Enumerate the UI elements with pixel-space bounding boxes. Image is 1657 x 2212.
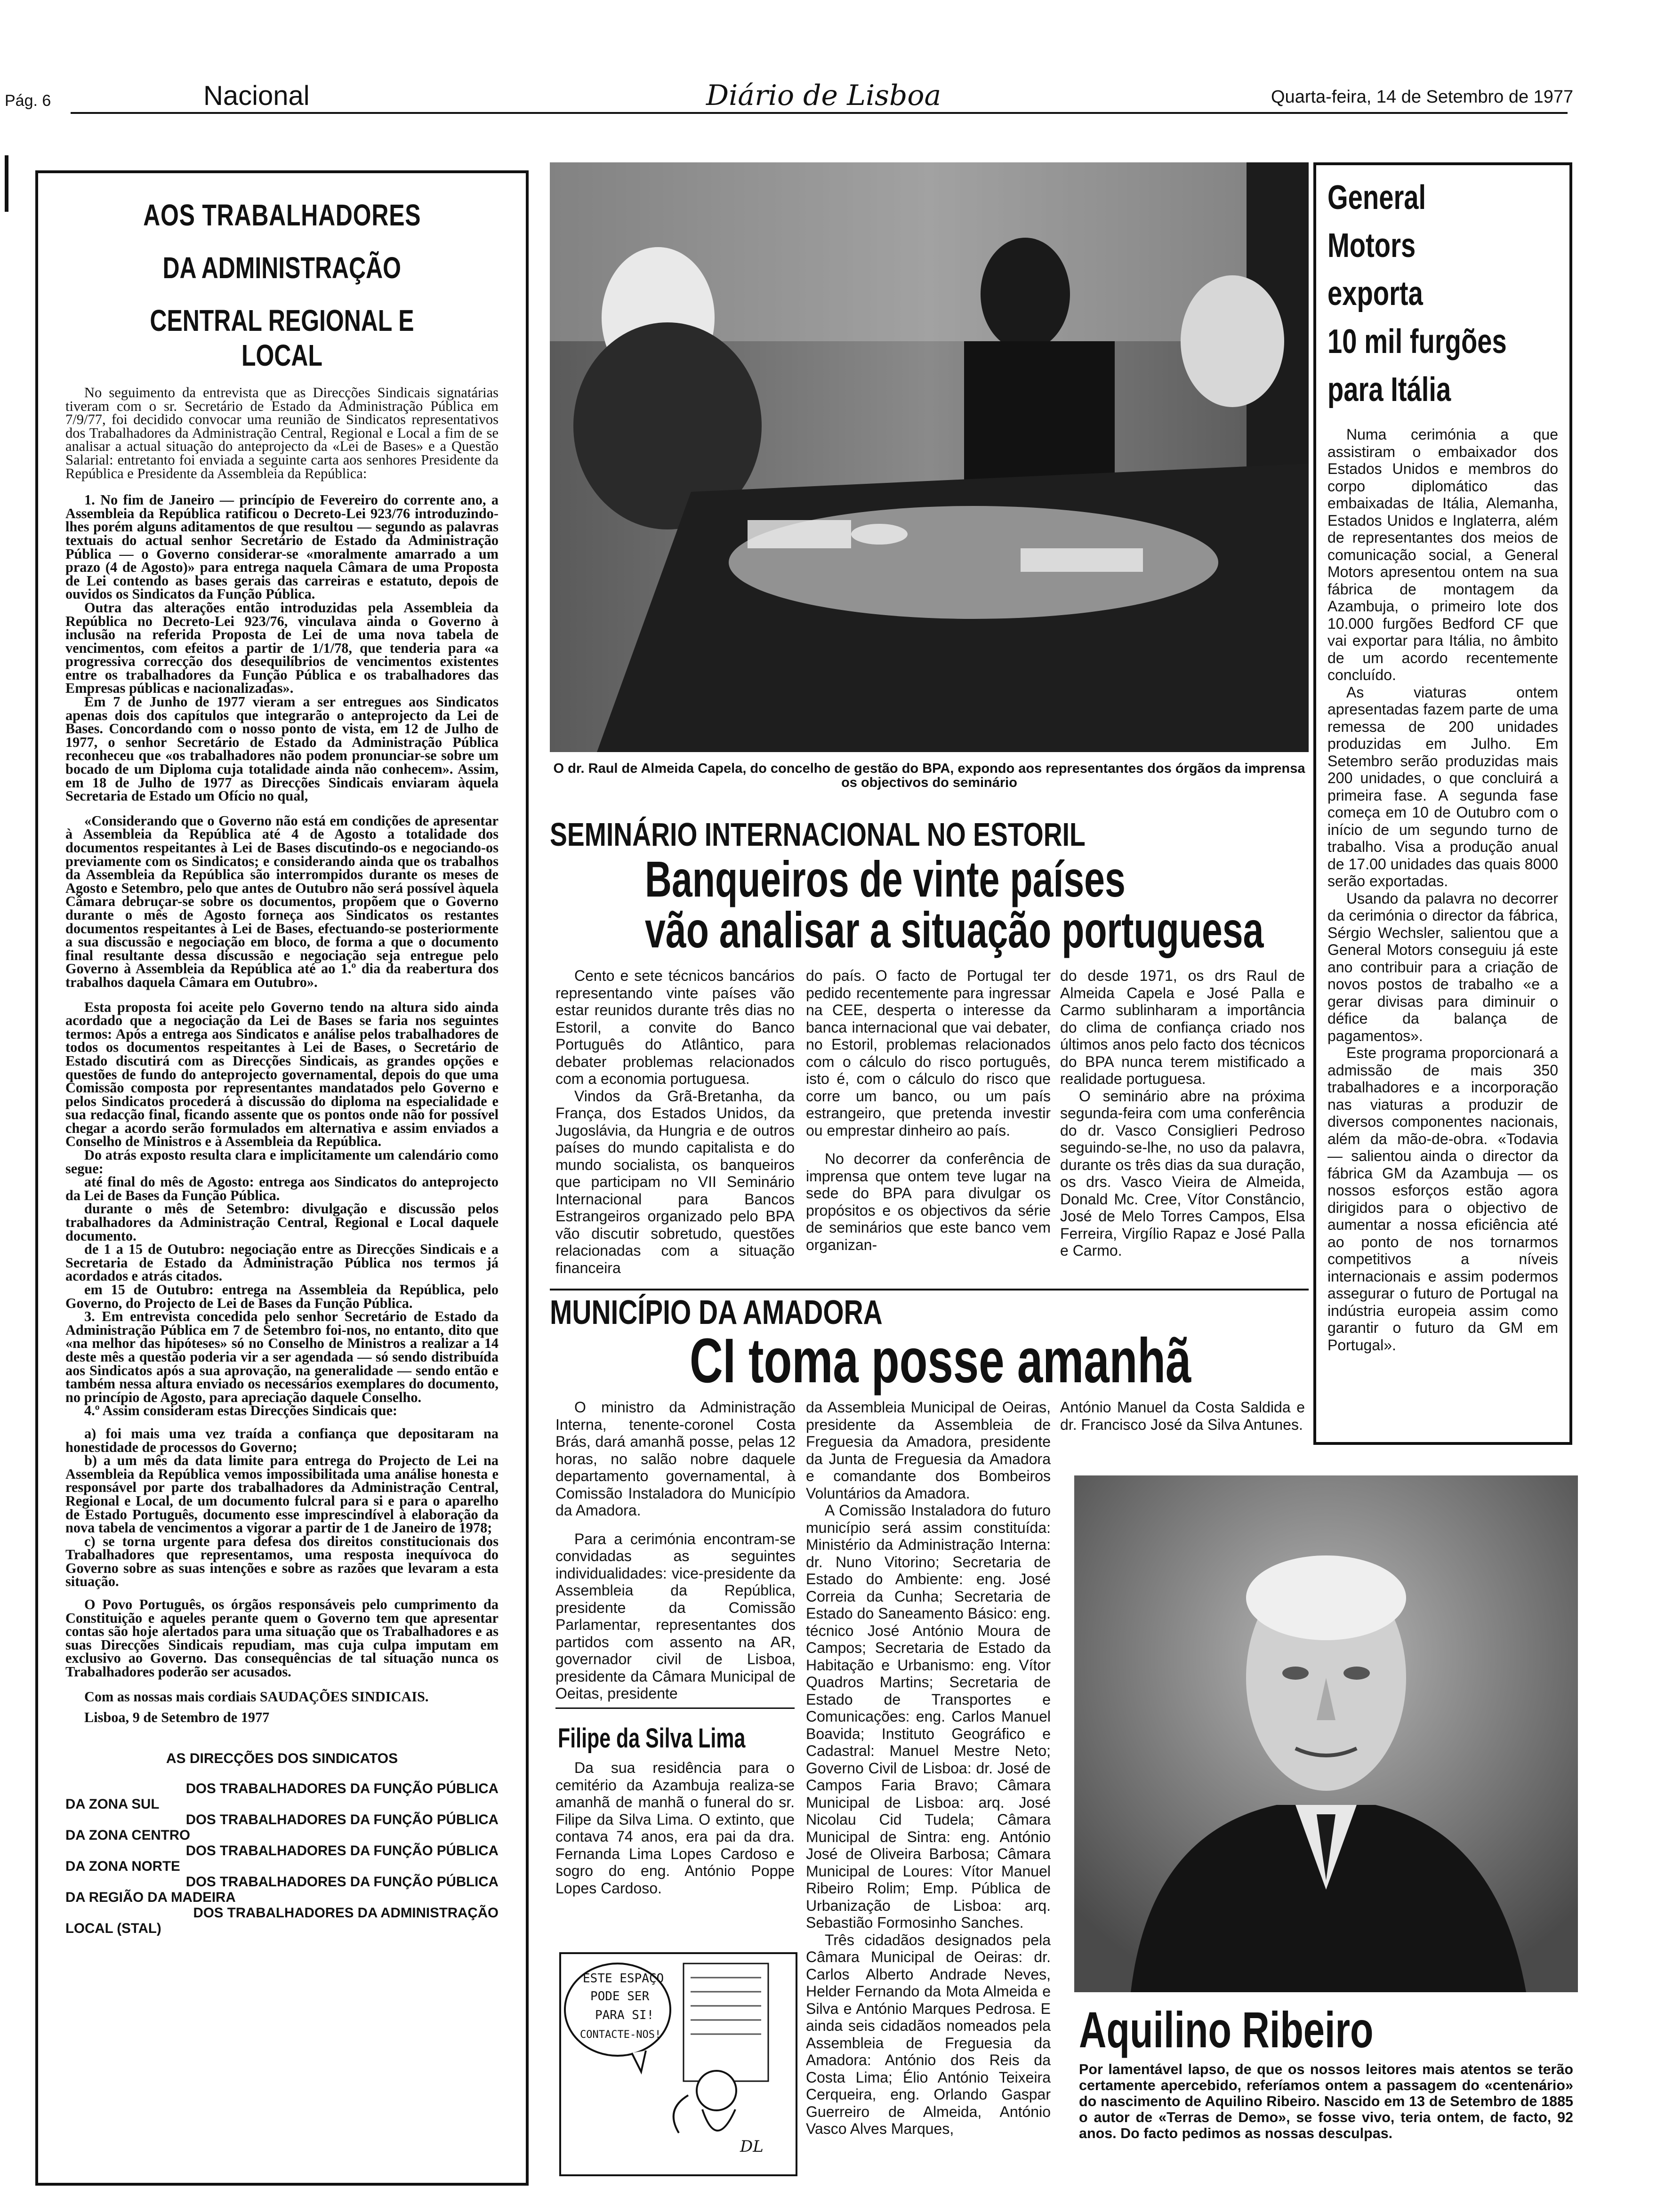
paragraph: Cento e sete técnicos bancários representando vinte países vão estar reunidos durante três dias no Estoril, a convite do Banco Português do Atlântico, para debater problemas relacionados com a economia portuguesa. bbox=[555, 967, 795, 1087]
signatory: DOS TRABALHADORES DA FUNÇÃO PÚBLICA bbox=[185, 1874, 499, 1890]
paragraph: Outra das alterações então introduzidas pela Assembleia da República no Decreto-Lei 923/76, vinculava ainda o Governo à inclusão na referida Proposta de Lei de uma nova tabela de vencimentos, com efeitos a partir de 1/1/78, que tenderia para «a progressiva correcção dos desequilíbrios de vencimentos existentes entre os trabalhadores da Função Pública e os trabalhadores das Empresas públicas e nacionalizadas». bbox=[65, 599, 499, 697]
amadora-column-2 bbox=[806, 1399, 1051, 2138]
cartoon-drawing bbox=[561, 1954, 796, 2174]
seminar-kicker: SEMINÁRIO INTERNACIONAL NO ESTORIL bbox=[550, 816, 1086, 853]
paragraph: Este programa proporcionará a admissão de mais 350 trabalhadores e a incorporação nas viaturas a produzir de diversos componentes nacionais, além da mão-de-obra. «Todavia — salientou ainda o director da fábrica GM da Azambuja — os nossos esforços estão agora dirigidos para o objectivo de aumentar a nossa eficiência até ao ponto de nos tornarmos competitivos a níveis internacionais e assim podermos assegurar o futuro de Portugal na indústria europeia assim como garantir o futuro da GM em Portugal». bbox=[1327, 1044, 1558, 1354]
paragraph: 1. No fim de Janeiro — princípio de Fevereiro do corrente ano, a Assembleia da República ratificou o Decreto-Lei 923/76 introduzindo-lhes porém alguns aditamentos de que resultou — segundo as palavras textuais do actual senhor Secretário de Estado da Administração Pública — o Governo considerar-se «moralmente amarrado a um prazo (4 de Agosto)» para entrega naquela Câmara de uma Proposta de Lei contendo as bases gerais das carreiras e estatuto, depois de ouvidos os Sindicatos da Função Pública. bbox=[65, 492, 499, 602]
signatories-title: AS DIRECÇÕES DOS SINDICATOS bbox=[166, 1750, 398, 1766]
paragraph: 4.º Assim consideram estas Direcções Sindicais que: bbox=[84, 1403, 398, 1419]
section-title: Nacional bbox=[203, 80, 310, 111]
bubble-text: PARA SI! bbox=[595, 2008, 654, 2022]
amadora-column-1 bbox=[555, 1399, 796, 1702]
amadora-kicker: MUNICÍPIO DA AMADORA bbox=[550, 1294, 883, 1331]
seminar-photo bbox=[550, 162, 1309, 752]
paragraph: António Manuel da Costa Saldida e dr. Francisco José da Silva Antunes. bbox=[1060, 1399, 1305, 1433]
seminar-headline-1: Banqueiros de vinte países bbox=[645, 850, 1126, 907]
bubble-text: PODE SER bbox=[590, 1989, 650, 2004]
place-date: Lisboa, 9 de Setembro de 1977 bbox=[84, 1709, 270, 1726]
paragraph: A Comissão Instaladora do futuro município será assim constituída: Ministério da Administração Interna: dr. Nuno Vitorino; Secretaria de Estado do Ambiente: eng. José Correia da Cunha; Secretaria de Estado do Saneamento Básico: eng. técnico José António Moura de Campos; Secretaria de Estado da Habitação e Urbanismo: eng. Vítor Quadros Martins; Secretaria de Estado de Transportes e Comunicações: eng. Carlos Manuel Boavida; Instituto Geográfico e Cadastral: Manuel Mestre Neto; Governo Civil de Lisboa: dr. José de Campos Faria Bravo; Câmara Municipal de Lisboa: arq. José Nicolau Cid Tudela; Câmara Municipal de Sintra: eng. António José de Oliveira Barbosa; Câmara Municipal de Loures: Vítor Manuel Ribeiro Rolim; Emp. Pública de Urbanização de Lisboa: arq. Sebastião Formosinho Sanches. bbox=[806, 1502, 1051, 1931]
gm-body bbox=[1327, 426, 1558, 1354]
gm-headline-line: para Itália bbox=[1327, 371, 1451, 409]
paragraph: do país. O facto de Portugal ter pedido recentemente para ingressar na CEE, desperta o interesse da banca internacional que vai debater, no Estoril, problemas relacionados com o cálculo do risco português, isto é, com o cálculo do risco que corre um banco, ou um país estrangeiro, que pretenda investir ou emprestar dinheiro ao país. bbox=[806, 967, 1051, 1139]
gm-article-box bbox=[1313, 162, 1572, 1445]
gm-headline-line: General bbox=[1327, 179, 1426, 216]
gm-headline-line: exporta bbox=[1327, 275, 1423, 313]
seminar-column-3 bbox=[1060, 967, 1305, 1259]
seminar-column-2 bbox=[806, 967, 1051, 1253]
union-letter-title bbox=[65, 198, 499, 373]
page-number: Pág. 6 bbox=[5, 92, 51, 110]
paragraph: Usando da palavra no decorrer da cerimónia o director da fábrica, Sérgio Wechsler, salientou que a General Motors conseguiu já este ano contribuir para a criação de novos postos de trabalho «e a gerar divisas para diminuir o défice da balança de pagamentos». bbox=[1327, 890, 1558, 1044]
paragraph: do desde 1971, os drs Raul de Almeida Capela e José Palla e Carmo sublinharam a importância do clima de confiança criado nos últimos anos pelo facto dos técnicos do BPA nunca terem mistificado a realidade portuguesa. bbox=[1060, 967, 1305, 1087]
cartoon-signature: DL bbox=[740, 2137, 764, 2156]
paragraph: O Povo Português, os órgãos responsáveis pelo cumprimento da Constituição e aqueles perante quem o Governo tem que apresentar contas são hoje alertados para uma situação que os Trabalhadores e as suas Direcções Sindicais repudiam, mas cuja culpa imputam em exclusivo ao Governo. Das consequências de tal situação nunca os Trabalhadores poderão ser acusados. bbox=[65, 1596, 499, 1680]
signatory: DOS TRABALHADORES DA ADMINISTRAÇÃO bbox=[193, 1905, 499, 1921]
paragraph: Para a cerimónia encontram-se convidadas as seguintes individualidades: vice-presidente da Assembleia da República, presidente da Comissão Parlamentar, representantes dos partidos com assento na AR, governador civil de Lisboa, presidente da Câmara Municipal de Oeitas, presidente bbox=[555, 1530, 796, 1702]
seminar-photo-caption: O dr. Raul de Almeida Capela, do concelho de gestão do BPA, expondo aos representantes dos órgãos da imprensa os objectivos do seminário bbox=[553, 761, 1305, 790]
paragraph: Numa cerimónia a que assistiram o embaixador dos Estados Unidos e membros do corpo diplomático das embaixadas de Itália, Alemanha, Estados Unidos e Inglaterra, além de representantes dos meios de comunicação social, a General Motors apresentou ontem na sua fábrica de montagem da Azambuja, o primeiro lote dos 10.000 furgões Bedford CF que vai exportar para Itália, no âmbito de um acordo recentemente concluído. bbox=[1327, 426, 1558, 683]
gm-headline-line: 10 mil furgões bbox=[1327, 323, 1507, 361]
closing: Com as nossas mais cordiais SAUDAÇÕES SINDICAIS. bbox=[84, 1688, 429, 1705]
gm-headline-line: Motors bbox=[1327, 227, 1416, 264]
union-letter-intro: No seguimento da entrevista que as Direcções Sindicais signatárias tiveram com o sr. Secretário de Estado da Administração Pública em 7/9/77, foi decidido convocar uma reunião de Sindicatos representativos dos Trabalhadores da Administração Central, Regional e Local a fim de se analisar a actual situação do anteprojecto da «Lei de Bases» e a Questão Salarial: entretanto foi enviada a seguinte carta aos senhores Presidente da República e Presidente da Assembleia da República: bbox=[65, 385, 499, 481]
union-letter-box bbox=[35, 170, 529, 2186]
signatory: DOS TRABALHADORES DA FUNÇÃO PÚBLICA bbox=[185, 1811, 499, 1827]
signatory-zone: DA ZONA SUL bbox=[65, 1796, 160, 1812]
signatory: DOS TRABALHADORES DA FUNÇÃO PÚBLICA bbox=[185, 1780, 499, 1796]
advertisement-cartoon bbox=[559, 1952, 797, 2176]
amadora-column-3 bbox=[1060, 1399, 1305, 1433]
portrait-image bbox=[1074, 1475, 1578, 1992]
paragraph: Da sua residência para o cemitério da Azambuja realiza-se amanhã de manhã o funeral do sr. Filipe da Silva Lima. O extinto, que contava 74 anos, era pai da dra. Fernanda Lima Lopes Cardoso e sogro do eng. António Poppe Lopes Cardoso. bbox=[555, 1759, 795, 1897]
point-a: a) foi mais uma vez traída a confiança que depositaram na honestidade de processos do Governo; bbox=[65, 1425, 499, 1455]
bubble-text: CONTACTE-NOS! bbox=[580, 2029, 661, 2041]
section-divider bbox=[550, 1289, 1309, 1290]
paragraph: Do atrás exposto resulta clara e implicitamente um calendário como segue: bbox=[65, 1147, 499, 1177]
bubble-text: ESTE ESPAÇO bbox=[583, 1972, 664, 1986]
signatory-zone: DA ZONA NORTE bbox=[65, 1858, 180, 1874]
paragraph: Esta proposta foi aceite pelo Governo tendo na altura sido ainda acordado que a negociação da Lei de Bases se faria nos seguintes termos: Após a entrega aos Sindicatos e análise pelos trabalhadores de todos os documentos respeitantes à Lei de Bases, o Secretário de Estado discutirá com as Direcções Sindicais, as grandes opções e questões de fundo do anteprojecto governamental, depois do que uma Comissão composta por representantes mandatados pelo Governo e pelos Sindicatos procederá à discussão do diploma na especialidade e sua redacção final, ficando assente que os pontos onde não for possível chegar a acordo serão formulados em alternativa e assim enviados a Conselho de Ministros e à Assembleia da República. bbox=[65, 999, 499, 1150]
union-letter-body bbox=[65, 493, 499, 1724]
issue-date: Quarta-feira, 14 de Setembro de 1977 bbox=[1271, 87, 1574, 107]
obituary-body bbox=[555, 1759, 795, 1897]
newspaper-masthead: Diário de Lisboa bbox=[706, 79, 941, 112]
paragraph: Três cidadãos designados pela Câmara Municipal de Oeiras: dr. Carlos Alberto Andrade Neves, Helder Fernando da Mota Almeida e Silva e António Marques Pedrosa. E ainda seis cidadãos nomeados pela Assembleia de Freguesia da Amadora: António dos Reis da Costa Lima; Élio António Teixeira Cerqueira, eng. Orlando Gaspar Guerreiro de Almeida, António Vasco Alves Marques, bbox=[806, 1931, 1051, 2137]
margin-mark bbox=[5, 155, 8, 212]
obituary-headline: Filipe da Silva Lima bbox=[558, 1723, 746, 1754]
signatory: DOS TRABALHADORES DA FUNÇÃO PÚBLICA bbox=[185, 1843, 499, 1859]
point-c: c) se torna urgente para defesa dos direitos constitucionais dos Trabalhadores que representamos, uma resposta inequívoca do Governo sobre as suas intenções e sobre as razões que levaram a esta situação. bbox=[65, 1533, 499, 1590]
paragraph: da Assembleia Municipal de Oeiras, presidente da Assembleia de Freguesia da Amadora, presidente da Junta de Freguesia da Amadora e comandante dos Bombeiros Voluntários da Amadora. bbox=[806, 1399, 1051, 1502]
point-b: b) a um mês da data limite para entrega do Projecto de Lei na Assembleia da República vemos impossibilitada uma análise honesta e responsável por parte dos trabalhadores da Administração Central, Regional e Local, de um documento fulcral para si e para o aparelho de Estado Português, documento esse imprescindível à elaboração da nova tabela de vencimentos a vigorar a partir de 1 de Janeiro de 1978; bbox=[65, 1452, 499, 1536]
aquilino-body: Por lamentável lapso, de que os nossos leitores mais atentos se terão certamente apercebido, referíamos ontem a passagem do «centenário» do nascimento de Aquilino Ribeiro. Nascido em 13 de Setembro de 1885 o autor de «Terras de Demo», se fosse vivo, teria ontem, de facto, 92 anos. Do facto pedimos as nossas desculpas. bbox=[1079, 2061, 1573, 2141]
paragraph: Em 7 de Junho de 1977 vieram a ser entregues aos Sindicatos apenas dois dos capítulos que integrarão o anteprojecto da Lei de Bases. Concordando com o nosso ponto de vista, em 12 de Julho de 1977, o senhor Secretário de Estado da Administração Pública reconheceu que «os trabalhadores não podem pronunciar-se sobre um bocado de um Diploma cuja totalidade ainda não conhecem». Assim, em 18 de Julho de 1977 as Direcções Sindicais enviaram àquela Secretaria de Estado um Ofício no qual, bbox=[65, 694, 499, 804]
signatory-zone: DA ZONA CENTRO bbox=[65, 1827, 190, 1843]
calendar-item: de 1 a 15 de Outubro: negociação entre as Direcções Sindicais e a Secretaria de Estado da Administração Pública nos termos já acordados e atrás citados. bbox=[65, 1241, 499, 1284]
paragraph: 3. Em entrevista concedida pelo senhor Secretário de Estado da Administração Pública em 7 de Setembro foi-nos, no entanto, dito que «na melhor das hipóteses» só no Conselho de Ministros a realizar a 14 deste mês a questão poderia vir a ser agendada — só sendo distribuída aos Sindicatos após a sua aprovação, na generalidade — sendo então e também nessa altura enviado os necessários exemplares do documento, no princípio de Agosto, para apreciação daquele Conselho. bbox=[65, 1308, 499, 1405]
paragraph: Vindos da Grã-Bretanha, da França, dos Estados Unidos, da Jugoslávia, da Hungria e de outros países do mundo capitalista e do mundo socialista, os banqueiros que participam no VII Seminário Internacional para Bancos Estrangeiros organizado pelo BPA vão discutir sobretudo, questões relacionadas com a situação financeira bbox=[555, 1087, 795, 1276]
calendar-item: até final do mês de Agosto: entrega aos Sindicatos do anteprojecto da Lei de Bases da Função Pública. bbox=[65, 1174, 499, 1203]
calendar-item: durante o mês de Setembro: divulgação e discussão pelos trabalhadores da Administração Central, Regional e Local daquele documento. bbox=[65, 1201, 499, 1244]
seminar-headline-2: vão analisar a situação portuguesa bbox=[645, 901, 1264, 958]
paragraph: O ministro da Administração Interna, tenente-coronel Costa Brás, dará amanhã posse, pelas 12 horas, no salão nobre daquele departamento governamental, à Comissão Instaladora do Município da Amadora. bbox=[555, 1399, 796, 1519]
title-line-3: CENTRAL REGIONAL E LOCAL bbox=[150, 304, 414, 372]
obituary-rule bbox=[555, 1707, 795, 1709]
signatories bbox=[65, 1781, 499, 1936]
seminar-photo-image bbox=[550, 162, 1309, 752]
quoted-letter: «Considerando que o Governo não está em condições de apresentar à Assembleia da República até 4 de Agosto a totalidade dos documentos respeitantes à Lei de Bases discutindo-os e negociando-os previamente com os Sindicatos; e considerando ainda que os trabalhos da Assembleia da República são interrompidos durante os meses de Agosto e Setembro, pelo que antes de Outubro não será possível àquela Câmara debruçar-se sobre os documentos, propõem que o Governo durante o mês de Agosto forneça aos Sindicatos os restantes documentos respeitantes à Lei de Bases, efectuando-se posteriormente a sua discussão e negociação em bloco, de forma a que o documento final resultante dessa discussão e negociação seja entregue pelo Governo à Assembleia da República até ao 1.º dia da reabertura dos trabalhos daquela Câmara em Outubro». bbox=[65, 812, 499, 990]
title-line-1: AOS TRABALHADORES bbox=[143, 198, 421, 232]
paragraph: No decorrer da conferência de imprensa que ontem teve lugar na sede do BPA para divulgar os propósitos e os objectivos da série de seminários que este banco vem organizan- bbox=[806, 1150, 1051, 1253]
signatory-zone: DA REGIÃO DA MADEIRA bbox=[65, 1889, 236, 1905]
gm-headline bbox=[1327, 174, 1507, 414]
aquilino-portrait bbox=[1074, 1475, 1578, 1992]
calendar-item: em 15 de Outubro: entrega na Assembleia da República, pelo Governo, do Projecto de Lei de Bases da Função Pública. bbox=[65, 1282, 499, 1311]
paragraph: As viaturas ontem apresentadas fazem parte de uma remessa de 200 unidades produzidas em Julho. Em Setembro serão produzidas mais 200 unidades, o que concluirá a primeira fase. A segunda fase começa em 10 de Outubro com o início de um segundo turno de trabalho. Visa a produção anual de 17.00 unidades das quais 8000 serão exportadas. bbox=[1327, 683, 1558, 890]
title-line-2: DA ADMINISTRAÇÃO bbox=[162, 251, 402, 285]
seminar-column-1 bbox=[555, 967, 795, 1276]
paragraph: O seminário abre na próxima segunda-feira com uma conferência do dr. Vasco Consiglieri Pedroso seguindo-se-lhe, no uso da palavra, durante os três dias da sua duração, os drs. Vasco Vieira de Almeida, Donald Mc. Cree, Vítor Constâncio, José de Melo Torres Campos, Elsa Ferreira, Virgílio Rapaz e José Palla e Carmo. bbox=[1060, 1087, 1305, 1259]
header-rule bbox=[71, 112, 1568, 114]
signatory-zone: LOCAL (STAL) bbox=[65, 1920, 161, 1936]
amadora-headline: CI toma posse amanhã bbox=[690, 1326, 1191, 1396]
aquilino-headline: Aquilino Ribeiro bbox=[1079, 2001, 1374, 2058]
